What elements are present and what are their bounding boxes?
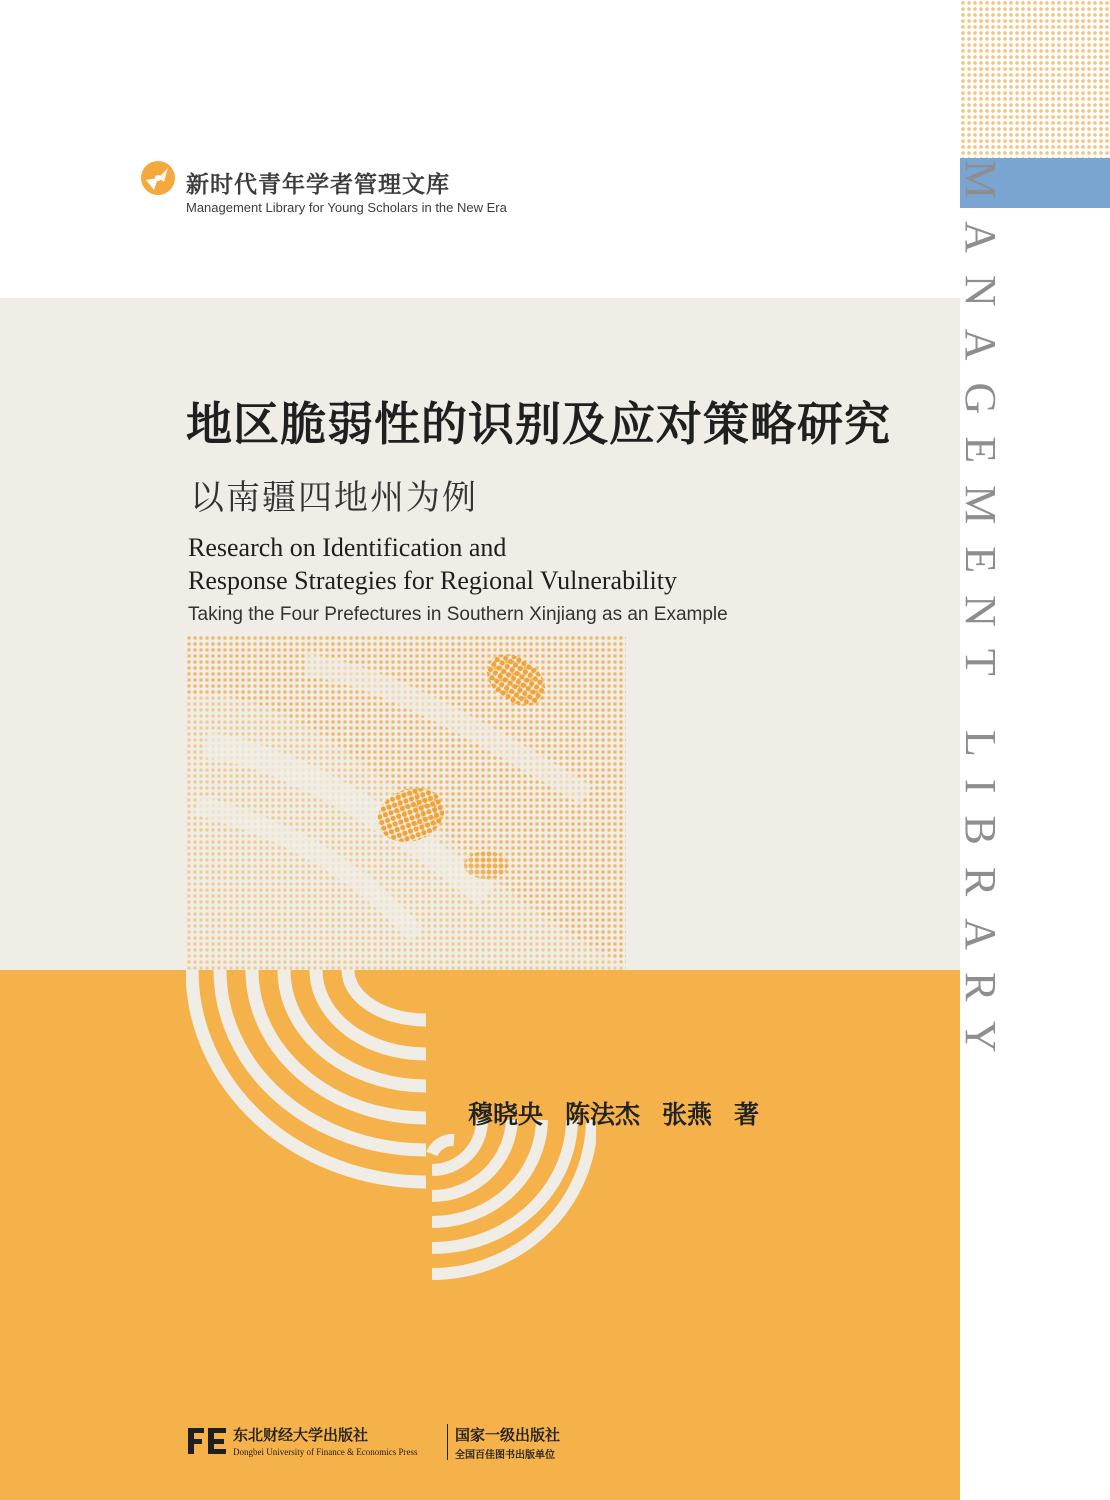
publisher-name-en: Dongbei University of Finance & Economics Press — [233, 1447, 418, 1457]
vertical-series-title: MANAGEMENT LIBRARY — [956, 160, 1005, 1075]
top-band — [0, 0, 960, 298]
book-title-cn: 地区脆弱性的识别及应对策略研究 — [186, 397, 891, 451]
author-name: 陈法杰 — [565, 1100, 641, 1129]
author-name: 穆晓央 — [468, 1100, 544, 1129]
publisher-name-cn: 东北财经大学出版社 — [233, 1426, 369, 1444]
publisher-divider — [447, 1424, 448, 1460]
publisher-rank-line2: 全国百佳图书出版单位 — [455, 1450, 555, 1461]
series-name-cn: 新时代青年学者管理文库 — [186, 172, 450, 198]
publisher-rank-line1: 国家一级出版社 — [455, 1426, 561, 1444]
book-title-en-line2: Response Strategies for Regional Vulnerability — [188, 566, 677, 595]
fe-publisher-logo-icon — [186, 1424, 228, 1458]
strip-halftone-pattern — [960, 0, 1110, 158]
book-subtitle-en: Taking the Four Prefectures in Southern Xinjiang as an Example — [188, 604, 728, 625]
series-logo-icon — [140, 160, 176, 196]
halftone-artwork — [186, 635, 626, 970]
authors-line — [468, 1095, 781, 1131]
book-title-en-line1: Research on Identification and — [188, 533, 507, 562]
series-name-en: Management Library for Young Scholars in the New Era — [186, 200, 507, 215]
book-subtitle-cn: 以南疆四地州为例 — [190, 478, 478, 518]
author-name: 张燕 — [662, 1100, 713, 1129]
author-role: 著 — [734, 1100, 760, 1129]
